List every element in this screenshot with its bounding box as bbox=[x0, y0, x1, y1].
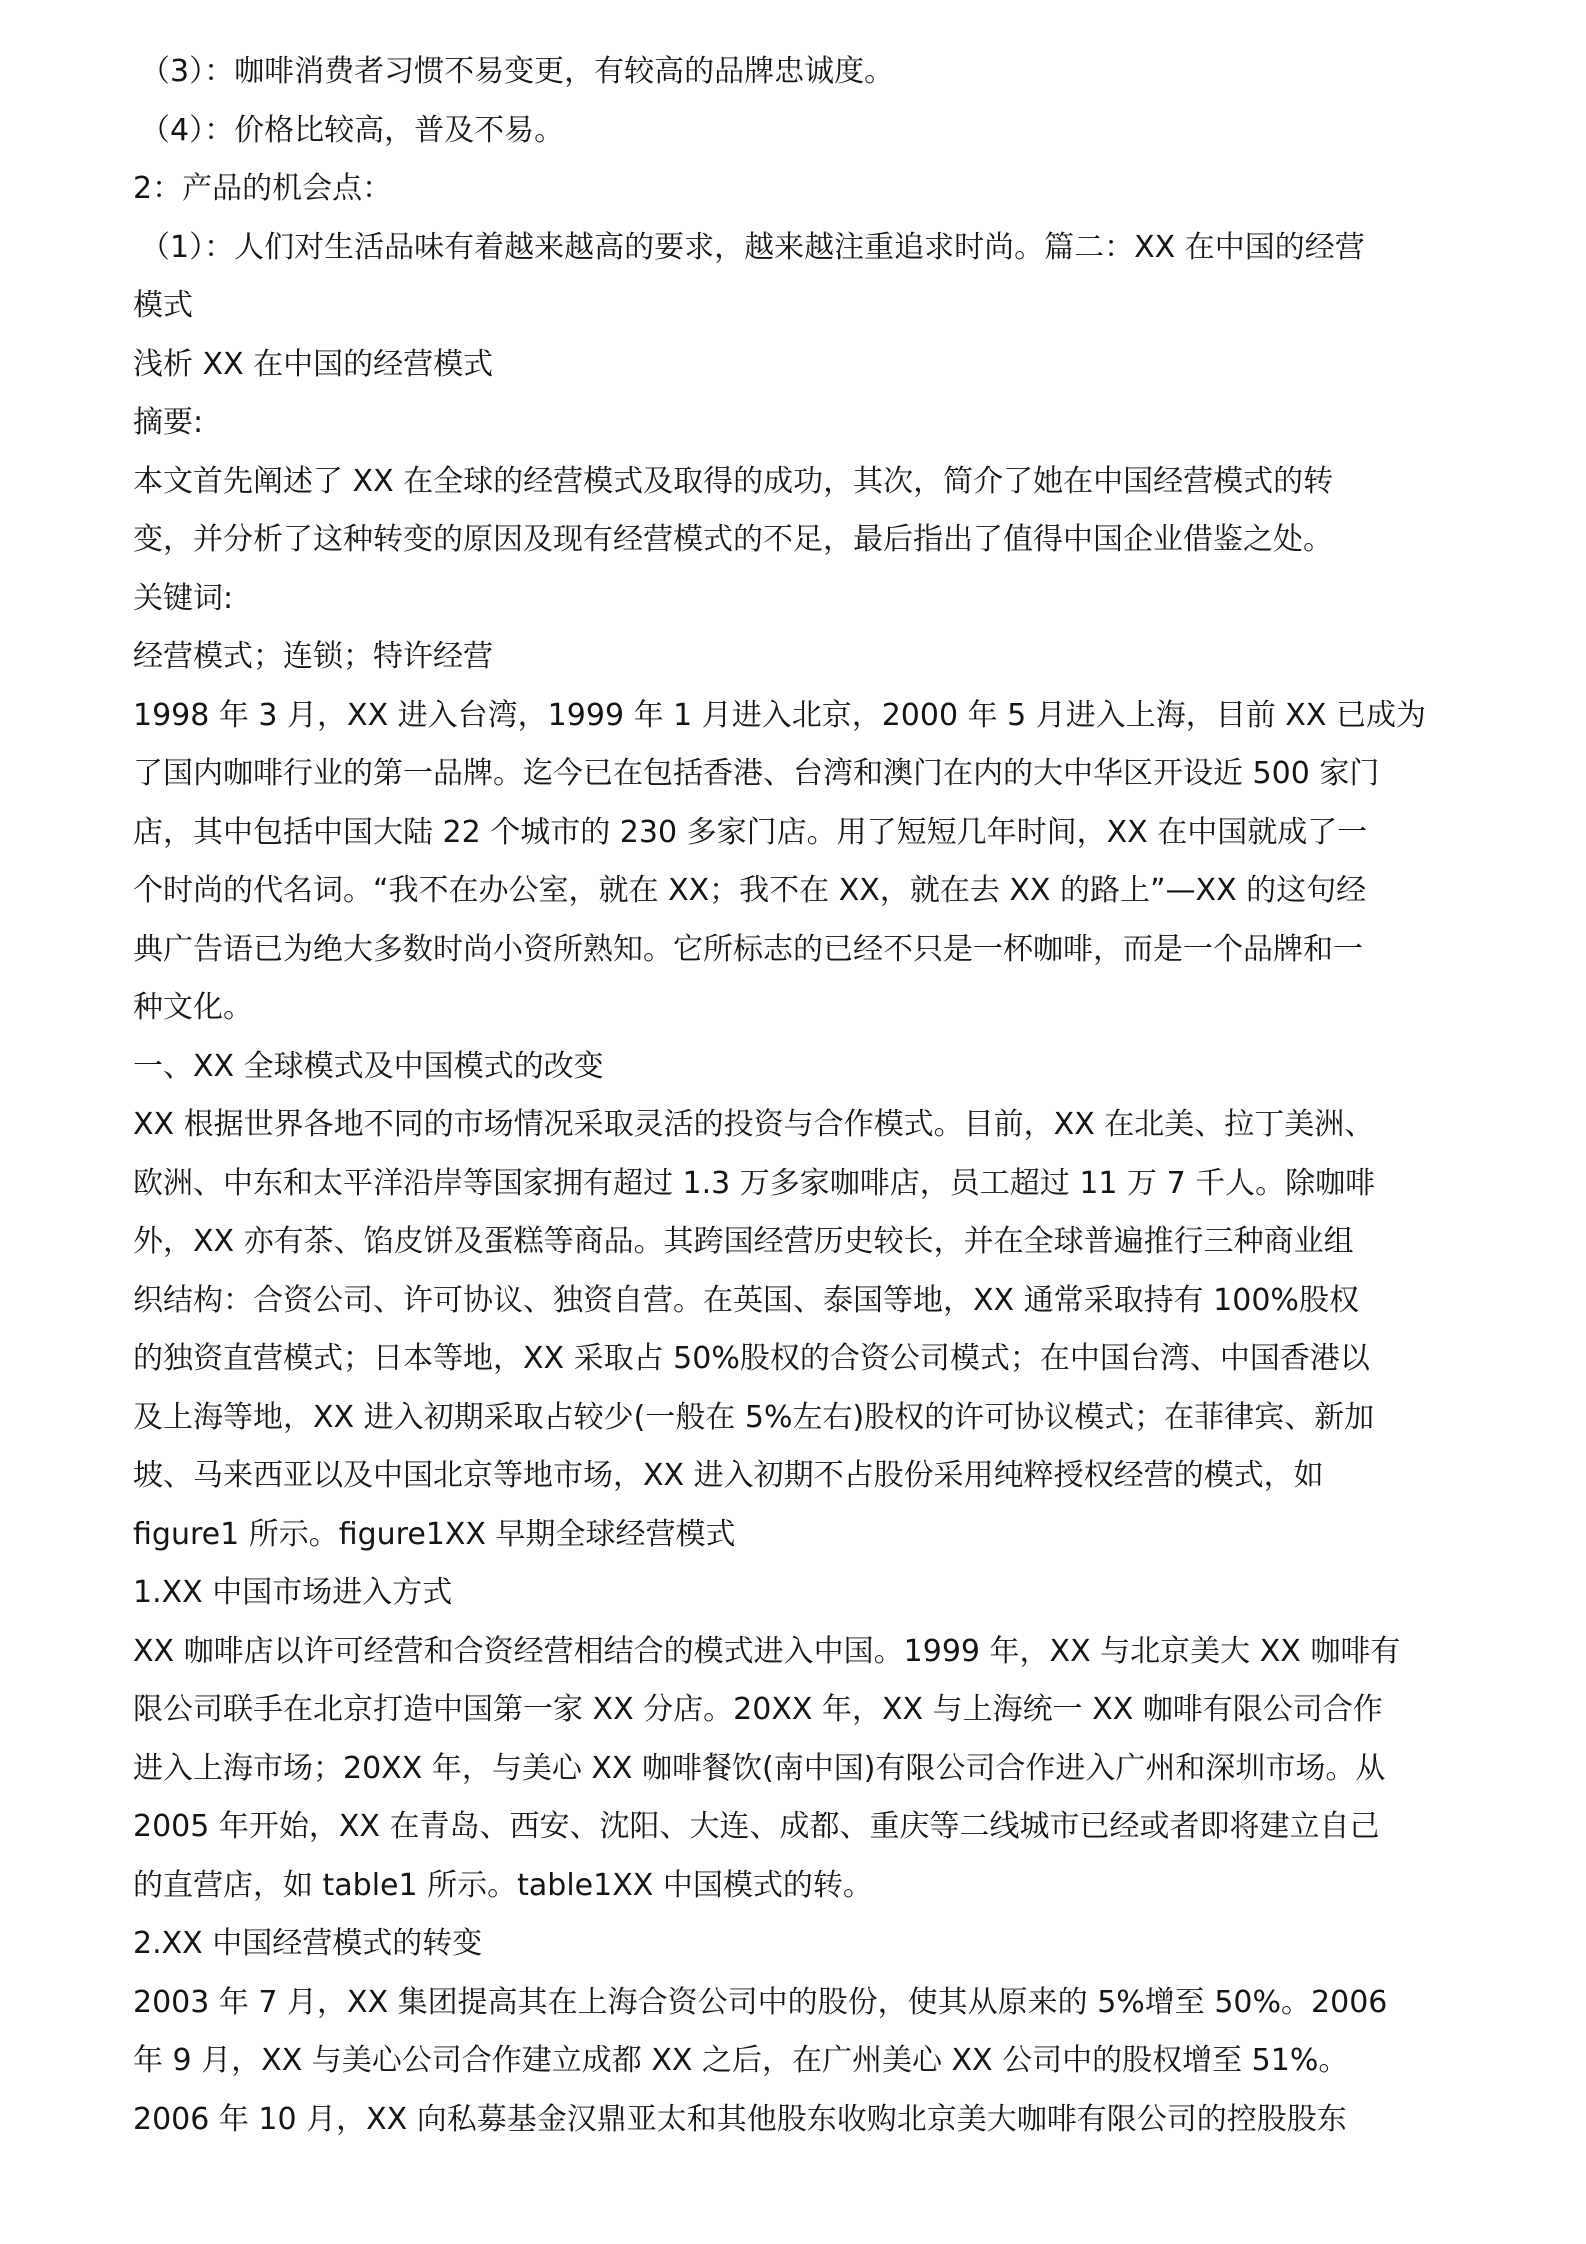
abstract-heading: 摘要: bbox=[133, 405, 204, 440]
abstract-text: 变，并分析了这种转变的原因及现有经营模式的不足，最后指出了值得中国企业借鉴之处。 bbox=[133, 522, 1333, 557]
table-caption: 的直营店，如 table1 所示。table1XX 中国模式的转。 bbox=[133, 1868, 873, 1903]
list-item-1: （1）：人们对生活品味有着越来越高的要求，越来越注重追求时尚。篇二：XX 在中国的经营 bbox=[140, 230, 1365, 265]
paragraph-line: 2005 年开始，XX 在青岛、西安、沈阳、大连、成都、重庆等二线城市已经或者即将建立自己 bbox=[133, 1809, 1380, 1844]
text-line: 模式 bbox=[133, 288, 193, 323]
subsection-heading-1: 1.XX 中国市场进入方式 bbox=[133, 1575, 453, 1610]
paragraph-line: 欧洲、中东和太平洋沿岸等国家拥有超过 1.3 万多家咖啡店，员工超过 11 万 7 千人。除咖啡 bbox=[133, 1166, 1376, 1201]
article-title: 浅析 XX 在中国的经营模式 bbox=[133, 347, 494, 382]
paragraph-line: XX 根据世界各地不同的市场情况采取灵活的投资与合作模式。目前，XX 在北美、拉丁美洲、 bbox=[133, 1107, 1375, 1142]
paragraph-line: 的独资直营模式；日本等地，XX 采取占 50%股权的合资公司模式；在中国台湾、中国香港以 bbox=[133, 1341, 1370, 1376]
paragraph-line: 织结构：合资公司、许可协议、独资自营。在英国、泰国等地，XX 通常采取持有 100%股权 bbox=[133, 1283, 1359, 1318]
keywords-text: 经营模式；连锁；特许经营 bbox=[133, 639, 493, 674]
paragraph-line: 1998 年 3 月，XX 进入台湾，1999 年 1 月进入北京，2000 年 5 月进入上海，目前 XX 已成为 bbox=[133, 698, 1426, 733]
figure-caption: figure1 所示。figure1XX 早期全球经营模式 bbox=[133, 1517, 736, 1552]
keywords-heading: 关键词: bbox=[133, 581, 234, 616]
paragraph-line: 进入上海市场；20XX 年，与美心 XX 咖啡餐饮(南中国)有限公司合作进入广州和深圳市场。从 bbox=[133, 1751, 1386, 1786]
list-item-3: （3）：咖啡消费者习惯不易变更，有较高的品牌忠诚度。 bbox=[140, 54, 895, 89]
paragraph-line: 坡、马来西亚以及中国北京等地市场，XX 进入初期不占股份采用纯粹授权经营的模式，如 bbox=[133, 1458, 1324, 1493]
paragraph-line: 年 9 月，XX 与美心公司合作建立成都 XX 之后，在广州美心 XX 公司中的股权增至 51%。 bbox=[133, 2043, 1349, 2078]
section-heading-opportunities: 2：产品的机会点： bbox=[133, 171, 393, 206]
paragraph-line: 2006 年 10 月，XX 向私募基金汉鼎亚太和其他股东收购北京美大咖啡有限公司的控股股东 bbox=[133, 2102, 1347, 2137]
paragraph-line: 典广告语已为绝大多数时尚小资所熟知。它所标志的已经不只是一杯咖啡，而是一个品牌和一 bbox=[133, 932, 1363, 967]
paragraph-line: 外，XX 亦有茶、馅皮饼及蛋糕等商品。其跨国经营历史较长，并在全球普遍推行三种商业组 bbox=[133, 1224, 1354, 1259]
list-item-4: （4）：价格比较高，普及不易。 bbox=[140, 113, 565, 148]
paragraph-line: 种文化。 bbox=[133, 990, 253, 1025]
paragraph-line: 店，其中包括中国大陆 22 个城市的 230 多家门店。用了短短几年时间，XX 在中国就成了一 bbox=[133, 815, 1368, 850]
subsection-heading-2: 2.XX 中国经营模式的转变 bbox=[133, 1926, 483, 1961]
paragraph-line: 个时尚的代名词。“我不在办公室，就在 XX；我不在 XX，就在去 XX 的路上”—XX 的这句经 bbox=[133, 873, 1367, 908]
paragraph-line: 限公司联手在北京打造中国第一家 XX 分店。20XX 年，XX 与上海统一 XX 咖啡有限公司合作 bbox=[133, 1692, 1383, 1727]
paragraph-line: 2003 年 7 月，XX 集团提高其在上海合资公司中的股份，使其从原来的 5%增至 50%。2006 bbox=[133, 1985, 1388, 2020]
abstract-text: 本文首先阐述了 XX 在全球的经营模式及取得的成功，其次，简介了她在中国经营模式的转 bbox=[133, 464, 1334, 499]
paragraph-line: 及上海等地，XX 进入初期采取占较少(一般在 5%左右)股权的许可协议模式；在菲律宾、新加 bbox=[133, 1400, 1375, 1435]
paragraph-line: 了国内咖啡行业的第一品牌。迄今已在包括香港、台湾和澳门在内的大中华区开设近 500 家门 bbox=[133, 756, 1380, 791]
section-heading-1: 一、XX 全球模式及中国模式的改变 bbox=[133, 1049, 604, 1084]
paragraph-line: XX 咖啡店以许可经营和合资经营相结合的模式进入中国。1999 年，XX 与北京美大 XX 咖啡有 bbox=[133, 1634, 1401, 1669]
